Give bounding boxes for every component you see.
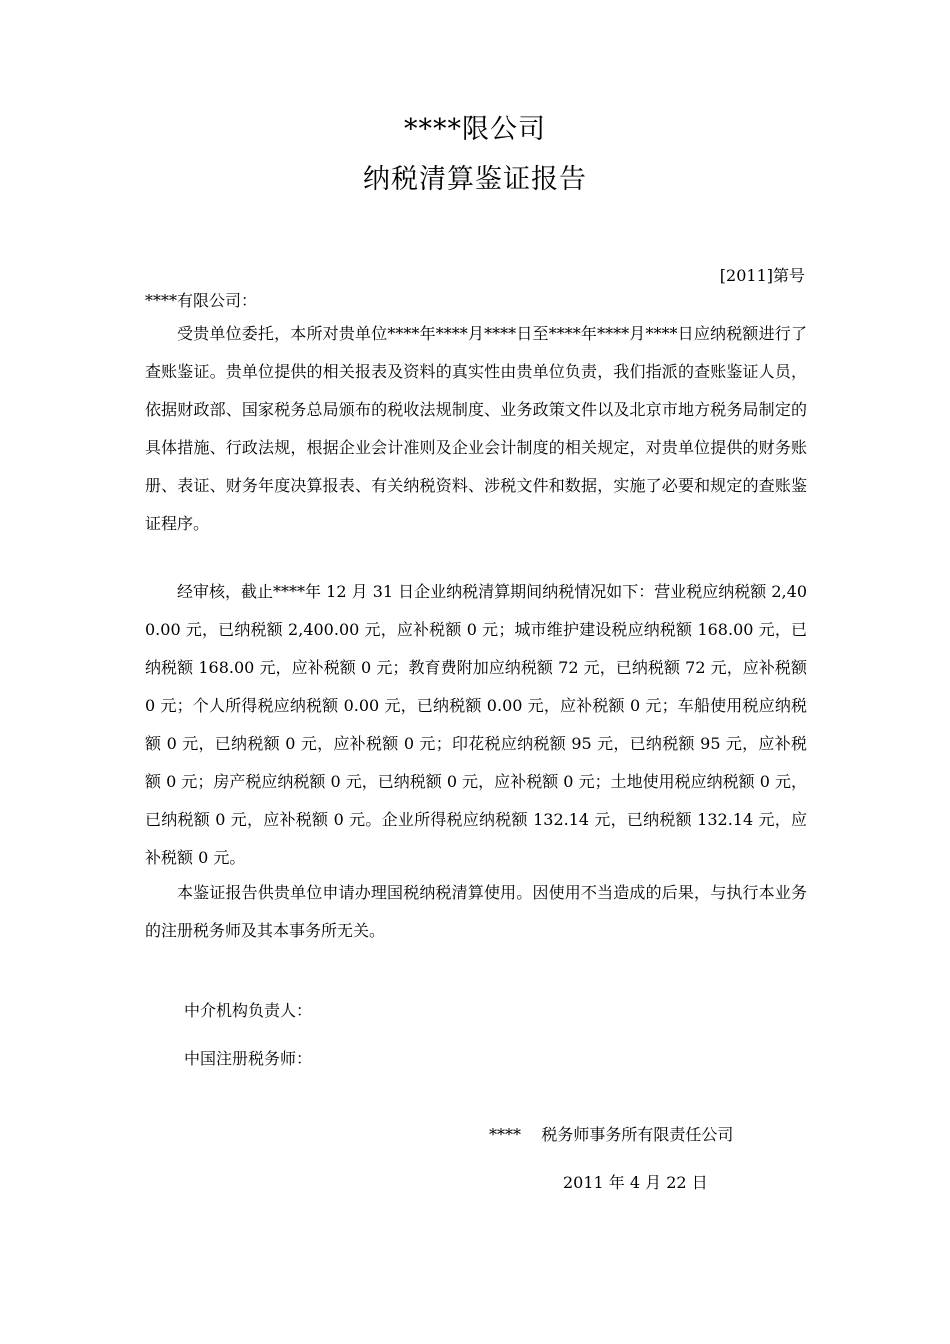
paragraph-disclaimer: 本鉴证报告供贵单位申请办理国税纳税清算使用。因使用不当造成的后果，与执行本业务的注册税务师及其本事务所无关。 <box>145 883 807 940</box>
firm-name: **** 税务师事务所有限责任公司 <box>489 1125 734 1144</box>
tax-agent-signature-label: 中国注册税务师： <box>184 1049 313 1068</box>
paragraph-findings: 经审核，截止****年 12 月 31 日企业纳税清算期间纳税情况如下：营业税应纳税额 2,400.00 元，已纳税额 2,400.00 元，应补税额 0 元；城市维护建设税应纳税额 168.00 元，已纳税额 168.00 元，应补税额 0 元；教育费附加应纳税额 72 元，已纳税额 72 元，应补税额 0 元；个人所得税应纳税额 0.00 元，已纳税额 0.00 元，应补税额 0 元；车船使用税应纳税额 0 元，已纳税额 0 元，应补税额 0 元；印花税应纳税额 95 元，已纳税额 95 元，应补税额 0 元；房产税应纳税额 0 元，已纳税额 0 元，应补税额 0 元；土地使用税应纳税额 0 元，已纳税额 0 元，应补税额 0 元。企业所得税应纳税额 132.14 元，已纳税额 132.14 元，应补税额 0 元。 <box>145 582 807 867</box>
agency-head-signature-label: 中介机构负责人： <box>184 1001 313 1020</box>
document-number: [2011]第号 <box>719 266 805 285</box>
paragraph-engagement: 受贵单位委托，本所对贵单位****年****月****日至****年****月****日应纳税额进行了查账鉴证。贵单位提供的相关报表及资料的真实性由贵单位负责，我们指派的查账鉴证人员，依据财政部、国家税务总局颁布的税收法规制度、业务政策文件以及北京市地方税务局制定的具体措施、行政法规，根据企业会计准则及企业会计制度的相关规定，对贵单位提供的财务账册、表证、财务年度决算报表、有关纳税资料、涉税文件和数据，实施了必要和规定的查账鉴证程序。 <box>145 324 807 533</box>
report-date: 2011 年 4 月 22 日 <box>563 1173 708 1192</box>
report-title: 纳税清算鉴证报告 <box>363 164 587 195</box>
salutation: ****有限公司： <box>145 291 258 310</box>
company-title: ****限公司 <box>404 114 546 145</box>
